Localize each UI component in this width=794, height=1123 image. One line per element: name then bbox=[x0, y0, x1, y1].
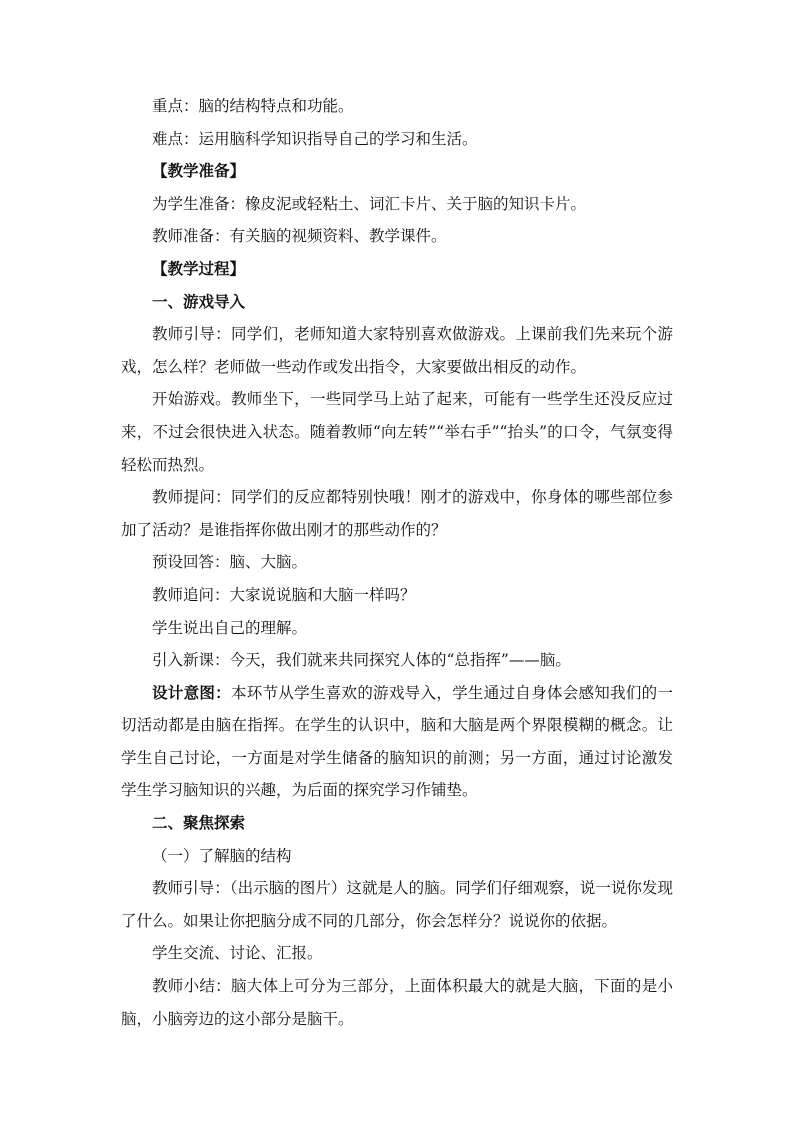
teacher-followup-text: 教师追问：大家说说脑和大脑一样吗？ bbox=[152, 585, 416, 604]
section-heading-preparation: 【教学准备】 bbox=[152, 161, 246, 181]
subsection-heading-game: 一、游戏导入 bbox=[152, 291, 246, 311]
teacher-preparation-text: 教师准备：有关脑的视频资料、教学课件。 bbox=[152, 227, 447, 246]
section-heading-process: 【教学过程】 bbox=[152, 258, 246, 278]
design-intent-paragraph bbox=[121, 677, 673, 807]
key-point-text: 重点：脑的结构特点和功能。 bbox=[152, 97, 354, 115]
preset-answer-text: 预设回答：脑、大脑。 bbox=[152, 553, 308, 572]
document-page bbox=[121, 90, 673, 1035]
student-understanding-text: 学生说出自己的理解。 bbox=[152, 618, 308, 637]
subsection-heading-explore: 二、聚焦探索 bbox=[152, 813, 246, 833]
teacher-guide-brain-paragraph: 教师引导：（出示脑的图片）这就是人的脑。同学们仔细观察，说一说你发现了什么。如果让你把脑分成不同的几部分，你会怎样分？说说你的依据。 bbox=[121, 879, 673, 930]
new-lesson-intro-text: 引入新课：今天，我们就来共同探究人体的“总指挥”——脑。 bbox=[152, 651, 571, 670]
design-intent-label: 设计意图： bbox=[152, 682, 231, 702]
student-discussion-text: 学生交流、讨论、汇报。 bbox=[152, 944, 323, 963]
subsection-brain-structure: （一）了解脑的结构 bbox=[152, 846, 292, 865]
teacher-guide-paragraph: 教师引导：同学们，老师知道大家特别喜欢做游戏。上课前我们先来玩个游戏，怎么样？老师做一些动作或发出指令，大家要做出相反的动作。 bbox=[121, 325, 673, 376]
game-start-paragraph: 开始游戏。教师坐下，一些同学马上站了起来，可能有一些学生还没反应过来，不过会很快进入状态。随着教师“向左转”“举右手”“抬头”的口令，气氛变得轻松而热烈。 bbox=[121, 390, 673, 474]
difficulty-text: 难点：运用脑科学知识指导自己的学习和生活。 bbox=[152, 129, 478, 148]
design-intent-text: 本环节从学生喜欢的游戏导入，学生通过自身体会感知我们的一切活动都是由脑在指挥。在学生的认识中，脑和大脑是两个界限模糊的概念。让学生自己讨论，一方面是对学生储备的脑知识的前测；另一方面，通过讨论激发学生学习脑知识的兴趣，为后面的探究学习作铺垫。 bbox=[121, 683, 673, 800]
teacher-question-paragraph: 教师提问：同学们的反应都特别快哦！刚才的游戏中，你身体的哪些部位参加了活动？是谁指挥你做出刚才的那些动作的？ bbox=[121, 488, 673, 539]
teacher-summary-paragraph: 教师小结：脑大体上可分为三部分，上面体积最大的就是大脑，下面的是小脑，小脑旁边的这小部分是脑干。 bbox=[121, 977, 673, 1028]
student-preparation-text: 为学生准备：橡皮泥或轻粘土、词汇卡片、关于脑的知识卡片。 bbox=[152, 194, 587, 213]
